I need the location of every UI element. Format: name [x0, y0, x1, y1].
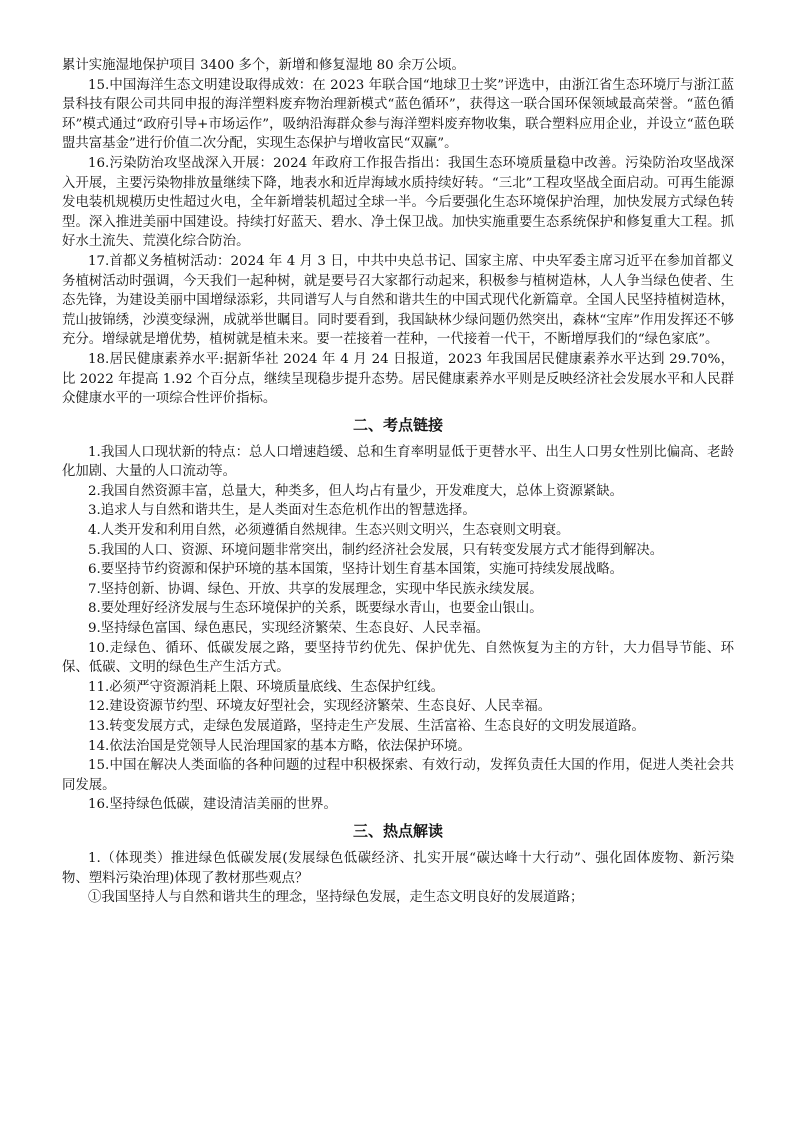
list-item: 11.必须严守资源消耗上限、环境质量底线、生态保护红线。 [88, 679, 445, 695]
list-item: 1.我国人口现状新的特点：总人口增速趋缓、总和生育率明显低于更替水平、出生人口男女性别比偏高、老龄化加剧、大量的人口流动等。 [62, 444, 734, 480]
list-item: 7.坚持创新、协调、绿色、开放、共享的发展理念，实现中华民族永续发展。 [88, 581, 543, 597]
list-item: 3.追求人与自然和谐共生，是人类面对生态危机作出的智慧选择。 [88, 503, 476, 519]
list-item: 15.中国在解决人类面临的各种问题的过程中积极探索、有效行动，发挥负责任大国的作用，促进人类社会共同发展。 [62, 758, 734, 793]
list-item: 10.走绿色、循环、低碳发展之路，要坚持节约优先、保护优先、自然恢复为主的方针，大力倡导节能、环保、低碳、文明的绿色生产生活方式。 [62, 640, 734, 676]
section-heading-exam-points: 二、考点链接 [352, 415, 443, 434]
paragraph-continuation: 累计实施湿地保护项目 3400 多个，新增和修复湿地 80 余万公顷。 [62, 58, 465, 73]
list-item: 12.建设资源节约型、环境友好型社会，实现经济繁荣、生态良好、人民幸福。 [88, 699, 552, 715]
paragraph-item-17: 17.首都义务植树活动：2024 年 4 月 3 日，中共中央总书记、国家主席、中央军委主席习近平在参加首都义务植树活动时强调，今天我们一起种树，就是要号召大家都行动起来，积极参与植树造林，人人争当绿色使者、生态先锋，为建设美丽中国增绿添彩，共同谱写人与自然和谐共生的中国式现代化新篇章。全国人民坚持植树造林，荒山披锦绣，沙漠变绿洲，成就举世瞩目。同时要看到，我国缺林少绿问题仍然突出，森林“宝库”作用发挥还不够充分。增绿就是增优势，植树就是植未来。要一茬接着一茬种，一代接着一代干，不断增厚我们的“绿色家底”。 [62, 253, 734, 348]
list-item: 4.人类开发和利用自然，必须遵循自然规律。生态兴则文明兴，生态衰则文明衰。 [88, 523, 570, 539]
list-item: 2.我国自然资源丰富，总量大，种类多，但人均占有量少，开发难度大，总体上资源紧缺。 [88, 483, 624, 499]
answer-point: ①我国坚持人与自然和谐共生的理念，坚持绿色发展，走生态文明良好的发展道路； [88, 890, 584, 906]
section-heading-hotspot-analysis: 三、热点解读 [352, 821, 443, 840]
list-item: 8.要处理好经济发展与生态环境保护的关系，既要绿水青山，也要金山银山。 [88, 601, 543, 617]
list-item: 6.要坚持节约资源和保护环境的基本国策，坚持计划生育基本国策，实施可持续发展战略。 [88, 562, 624, 578]
list-item: 13.转变发展方式，走绿色发展道路，坚持走生产发展、生活富裕、生态良好的文明发展道路。 [88, 719, 645, 734]
paragraph-item-16: 16.污染防治攻坚战深入开展：2024 年政府工作报告指出：我国生态环境质量稳中改善。污染防治攻坚战深入开展，主要污染物排放量继续下降，地表水和近岸海域水质持续好转。“三北”工程攻坚战全面启动。可再生能源发电装机规模历史性超过火电，全年新增装机超过全球一半。今后要强化生态环境保护治理，加快发展方式绿色转型。深入推进美丽中国建设。持续打好蓝天、碧水、净土保卫战。加快实施重要生态系统保护和修复重大工程。抓好水土流失、荒漠化综合防治。 [62, 155, 734, 250]
paragraph-item-15: 15.中国海洋生态文明建设取得成效：在 2023 年联合国“地球卫士奖”评选中，由浙江省生态环境厅与浙江蓝景科技有限公司共同申报的海洋塑料废弃物治理新模式“蓝色循环”，获得这一联合国环保领域最高荣誉。“蓝色循环”模式通过“政府引导+市场运作”，吸纳沿海群众参与海洋塑料废弃物收集，联合塑料应用企业，并设立“蓝色联盟共富基金”进行价值二次分配，实现生态保护与增收富民“双赢”。 [62, 77, 734, 152]
document-page [62, 56, 734, 908]
list-item: 16.坚持绿色低碳，建设清洁美丽的世界。 [88, 797, 337, 813]
list-item: 9.坚持绿色富国、绿色惠民，实现经济繁荣、生态良好、人民幸福。 [88, 621, 490, 637]
question-item: 1.（体现类）推进绿色低碳发展(发展绿色低碳经济、扎实开展“碳达峰十大行动”、强化固体废物、新污染物、塑料污染治理)体现了教材那些观点？ [62, 850, 734, 886]
paragraph-item-18: 18.居民健康素养水平:据新华社 2024 年 4 月 24 日报道，2023 年我国居民健康素养水平达到 29.70%，比 2022 年提高 1.92 个百分点，继续呈现稳步提升态势。居民健康素养水平则是反映经济社会发展水平和人民群众健康水平的一项综合性评价指标。 [62, 351, 734, 407]
list-item: 14.依法治国是党领导人民治理国家的基本方略，依法保护环境。 [88, 738, 471, 754]
list-item: 5.我国的人口、资源、环境问题非常突出，制约经济社会发展，只有转变发展方式才能得到解决。 [88, 542, 664, 558]
